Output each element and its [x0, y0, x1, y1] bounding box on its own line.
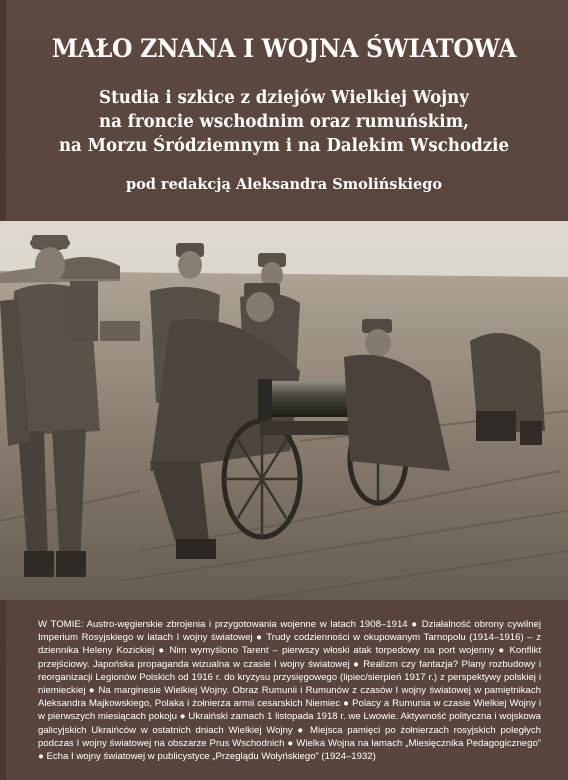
- book-subtitle: [0, 86, 568, 158]
- book-title: MAŁO ZNANA I WOJNA ŚWIATOWA: [51, 34, 517, 63]
- subtitle-line-2: na froncie wschodnim oraz rumuńskim,: [99, 112, 469, 132]
- contents-label: W TOMIE:: [38, 619, 84, 630]
- table-of-contents: [38, 618, 541, 763]
- soldiers-with-artillery-shell-photo: [0, 221, 568, 600]
- editor-credit: pod redakcją Aleksandra Smolińskiego: [125, 176, 443, 193]
- subtitle-line-3: na Morzu Śródziemnym i na Dalekim Wschodzie: [58, 136, 510, 156]
- contents-text: Austro-węgierskie zbrojenia i przygotowania wojenne w latach 1908–1914 ● Działalność obrony cywilnej Imperium Rosyjskiego w latach I wojny światowej ● Trudy codzienności w okupowanym Tarnopolu (1914–1916) – z dziennika Heleny Kozickiej ● Nim wymyślono Tarent – pierwszy włoski atak torpedowy na port wojenny ● Konflikt przejściowy. Japońska propaganda wizualna w czasie I wojny światowej ● Realizm czy fantazja? Plany rozbudowy i reorganizacji Legionów Polskich od 1916 r. do kryzysu przysięgowego (lipiec/sierpień 1917 r.) z perspektywy polskiej i niemieckiej ● Na marginesie Wielkiej Wojny. Obraz Rumunii i Rumunów z czasów I wojny światowej w pamiętnikach Aleksandra Majkowskiego, Polaka i żołnierza armii cesarskich Niemiec ● Polacy a Rumunia w czasie Wielkiej Wojny i w pierwszych miesiącach pokoju ● Ukraiński zamach 1 listopada 1918 r. we Lwowie. Aktywność polityczna i wojskowa galicyjskich Ukraińców w ostatnich dniach Wielkiej Wojny ● Miejsca pamięci po żołnierzach rosyjskich poległych podczas I wojny światowej na obszarze Prus Wschodnich ● Wielka Wojna na łamach „Miesięcznika Pedagogicznego” ● Echa I wojny światowej w publicystyce „Przeglądu Wołyńskiego” (1924–1932): [38, 619, 542, 763]
- cover-photo: [0, 221, 568, 600]
- subtitle-line-1: Studia i szkice z dziejów Wielkiej Wojny: [99, 88, 469, 108]
